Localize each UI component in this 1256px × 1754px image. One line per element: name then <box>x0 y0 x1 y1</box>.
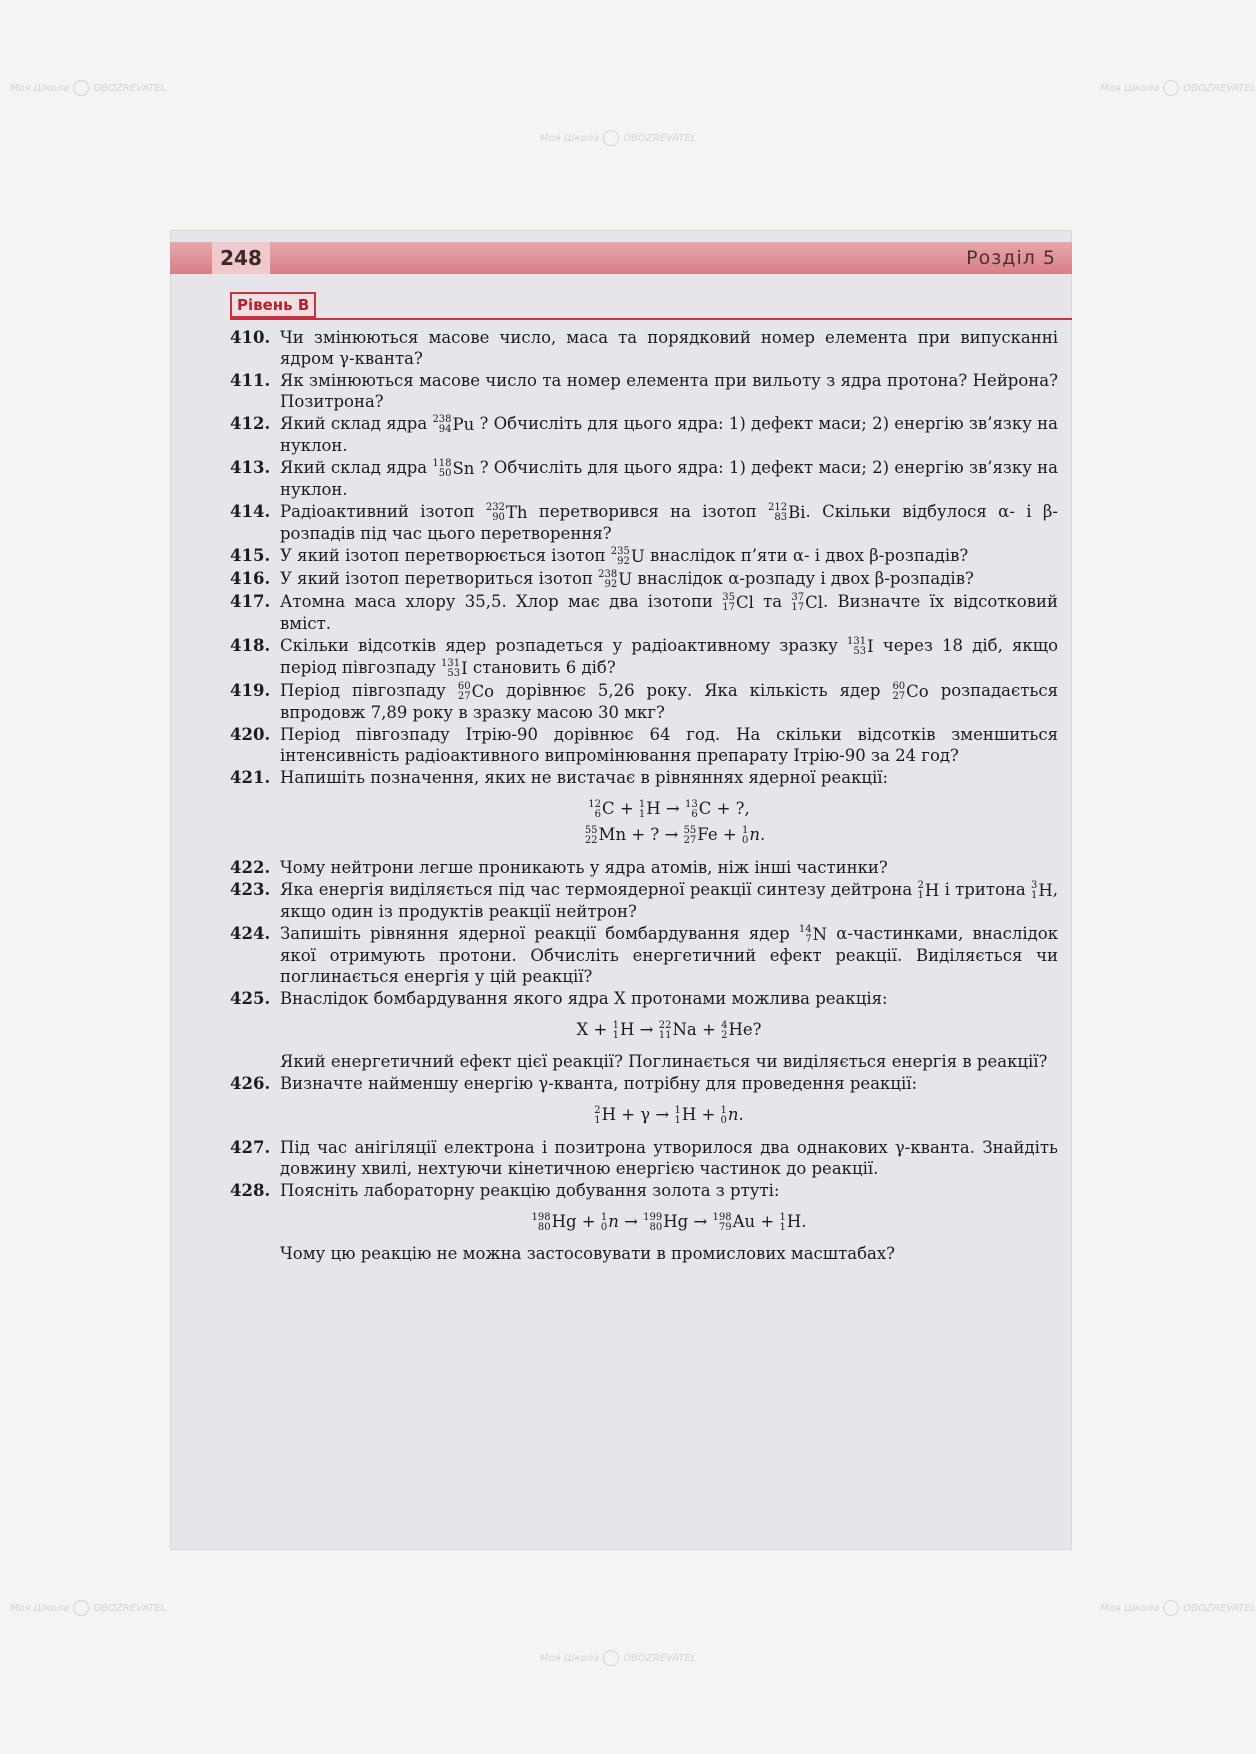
level-heading <box>230 290 1072 320</box>
problem-420: 420. Період півгозпаду Ітрію-90 дорівнює 64 год. На скільки відсотків зменшиться інтенсивність радіоактивного випромінювання препарату Ітрію-90 за 24 год? <box>230 725 1058 765</box>
problem-425: 425. Внаслідок бомбардування якого ядра X протонами можлива реакція: X + 1 1 H → 22 11 Na + 4 2 He? Який енергетичний ефект цієї реакції? Поглинається чи виділяється енергія в реакції? <box>230 988 1058 1072</box>
watermark: Моя Школа OBOZREVATEL <box>10 80 166 96</box>
problem-419: 419. Період півгозпаду 60 27 Co дорівнює 5,26 року. Яка кількість ядер 60 27 Co розпадається впродовж 7,89 року в зразку масою 30 мкг? <box>230 680 1059 722</box>
nuclide-symbol: 118 50 Sn <box>432 457 475 479</box>
problem-415: 415. У який ізотоп перетворюється ізотоп 235 92 U внаслідок п’яти α- і двох β-розпадів? <box>230 545 969 567</box>
problem-421: 421. Напишіть позначення, яких не вистачає в рівняннях ядерної реакції: 12 6 C + 1 1 H → 13 6 C + ?, 55 22 Mn + ? → 55 27 Fe + 1 0 n. <box>230 767 1058 856</box>
nuclide-symbol: 60 27 Co <box>892 680 929 702</box>
problem-428: 428. Поясніть лабораторну реакцію добування золота з ртуті: 198 80 Hg + 1 0 n → 199 80 Hg → 198 79 Au + 1 1 H. Чому цю реакцію не можна застосовувати в промислових масштабах? <box>230 1180 1058 1264</box>
watermark: Моя Школа OBOZREVATEL <box>10 1600 166 1616</box>
watermark: Моя Школа OBOZREVATEL <box>540 1650 696 1666</box>
problem-426: 426. Визначте найменшу енергію γ-кванта, потрібну для проведення реакції: 2 1 H + γ → 1 1 H + 1 0 n. <box>230 1073 1058 1136</box>
equation-line: 198 80 Hg + 1 0 n → 199 80 Hg → 198 79 Au + 1 1 H. <box>531 1211 807 1233</box>
problem-412: 412. Який склад ядра 238 94 Pu ? Обчисліть для цього ядра: 1) дефект маси; 2) енергію зв’язку на нуклон. <box>230 413 1058 455</box>
equation-line: 12 6 C + 1 1 H → 13 6 C + ?, <box>588 798 750 820</box>
watermark: Моя Школа OBOZREVATEL <box>1100 1600 1256 1616</box>
nuclide-symbol: 60 27 Co <box>457 680 495 702</box>
equation-421 <box>280 796 1058 848</box>
watermark: Моя Школа OBOZREVATEL <box>1100 80 1256 96</box>
nuclide-symbol: 14 7 N <box>798 923 828 945</box>
equation-line: 2 1 H + γ → 1 1 H + 1 0 n. <box>594 1104 744 1126</box>
level-badge: Рівень В <box>230 292 316 318</box>
nuclide-symbol: 238 94 Pu <box>432 413 475 435</box>
page-number: 248 <box>212 242 270 274</box>
problem-418: 418. Скільки відсотків ядер розпадеться у радіоактивному зразку 131 53 I через 18 діб, якщо період півгозпаду 131 53 I становить 6 діб? <box>230 635 1058 679</box>
nuclide-symbol: 131 53 I <box>847 635 874 657</box>
nuclide-symbol: 37 17 Cl <box>791 591 824 613</box>
problem-list <box>230 327 1058 1265</box>
nuclide-symbol: 2 1 H <box>917 879 940 901</box>
nuclide-symbol: 212 83 Bi <box>767 501 806 523</box>
problem-427: 427. Під час анігіляції електрона і позитрона утворилося два однакових γ-кванта. Знайдіть довжину хвилі, нехтуючи кінетичною енергією частинок до реакції. <box>230 1138 1058 1178</box>
equation-line: X + 1 1 H → 22 11 Na + 4 2 He? <box>576 1019 762 1041</box>
nuclide-symbol: 238 92 U <box>598 568 633 590</box>
equation-426 <box>280 1102 1058 1128</box>
nuclide-symbol: 3 1 H <box>1031 879 1053 901</box>
page-header <box>170 242 1072 274</box>
problem-413: 413. Який склад ядра 118 50 Sn ? Обчисліть для цього ядра: 1) дефект маси; 2) енергію зв’язку на нуклон. <box>230 457 1059 499</box>
problem-414: 414. Радіоактивний ізотоп 232 90 Th перетворився на ізотоп 212 83 Bi . Скільки відбулося α- і β- розпадів під час цього перетворення? <box>230 501 1058 543</box>
nuclide-symbol: 232 90 Th <box>485 501 528 523</box>
nuclide-symbol: 235 92 U <box>610 545 645 567</box>
equation-425 <box>280 1017 1058 1043</box>
nuclide-symbol: 35 17 Cl <box>722 591 754 613</box>
problem-423: 423. Яка енергія виділяється під час термоядерної реакції синтезу дейтрона 2 1 H і тритона 3 1 H , якщо один із продуктів реакції нейтрон? <box>230 879 1059 921</box>
problem-416: 416. У який ізотоп перетвориться ізотоп 238 92 U внаслідок α-розпаду і двох β-розпадів? <box>230 568 974 590</box>
nuclide-symbol: 131 53 I <box>441 657 468 679</box>
problem-422: 422. Чому нейтрони легше проникають у ядра атомів, ніж інші частинки? <box>230 858 888 877</box>
equation-428 <box>280 1209 1058 1235</box>
level-divider <box>230 318 1072 320</box>
problem-410: 410. Чи змінюються масове число, маса та порядковий номер елемента при випусканні ядром γ-кванта? <box>230 328 1058 368</box>
problem-411: 411. Як змінюються масове число та номер елемента при вильоту з ядра протона? Нейрона? Позитрона? <box>230 371 1058 411</box>
textbook-page <box>170 230 1072 1550</box>
chapter-label: Розділ 5 <box>966 247 1056 269</box>
watermark: Моя Школа OBOZREVATEL <box>540 130 696 146</box>
problem-424: 424. Запишіть рівняння ядерної реакції бомбардування ядер 14 7 N α-частинками, внаслідок якої отримують протони. Обчисліть енергетичний ефект реакції. Виділяється чи поглинається енергія у цій реакції? <box>230 923 1059 986</box>
equation-line: 55 22 Mn + ? → 55 27 Fe + 1 0 n. <box>584 824 766 846</box>
problem-417: 417. Атомна маса хлору 35,5. Хлор має два ізотопи 35 17 Cl та 37 17 Cl . Визначте їх відсотковий вміст. <box>230 591 1058 633</box>
